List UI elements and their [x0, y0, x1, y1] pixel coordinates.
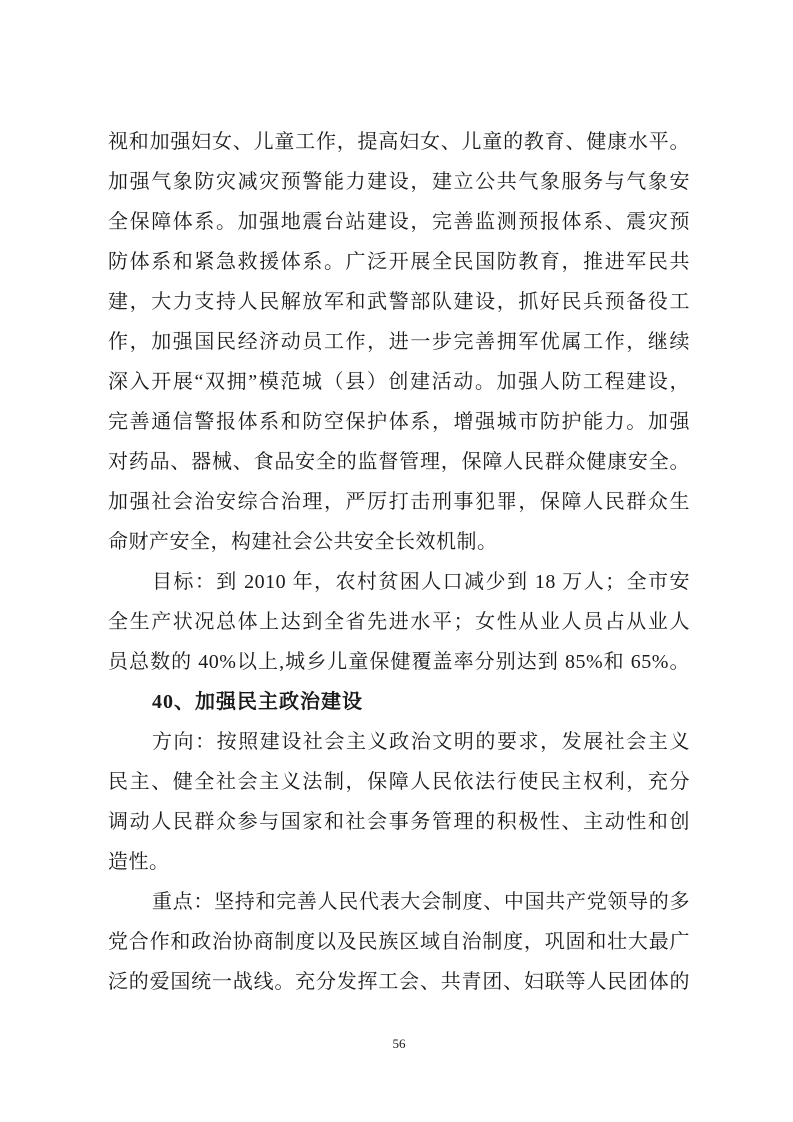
text-line: 方向：按照建设社会主义政治文明的要求，发展社会主义: [152, 731, 690, 753]
text-line: 视和加强妇女、儿童工作，提高妇女、儿童的教育、健康水平。: [108, 131, 690, 153]
text-line: 作，加强国民经济动员工作，进一步完善拥军优属工作，继续: [108, 331, 690, 353]
text-line: 目标：到 2010 年，农村贫困人口减少到 18 万人；全市安: [152, 571, 690, 593]
text-block: [108, 122, 690, 1002]
text-line: 深入开展“双拥”模范城（县）创建活动。加强人防工程建设，: [108, 371, 690, 393]
text-line: 加强社会治安综合治理，严厉打击刑事犯罪，保障人民群众生: [108, 491, 690, 513]
text-line: 全保障体系。加强地震台站建设，完善监测预报体系、震灾预: [108, 211, 690, 233]
text-line: 防体系和紧急救援体系。广泛开展全民国防教育，推进军民共: [108, 251, 690, 273]
text-line: 对药品、器械、食品安全的监督管理，保障人民群众健康安全。: [108, 451, 690, 473]
text-line: 造性。: [108, 851, 170, 873]
text-line: 党合作和政治协商制度以及民族区域自治制度，巩固和壮大最广: [108, 931, 690, 953]
text-line: 民主、健全社会主义法制，保障人民依法行使民主权利，充分: [108, 771, 690, 793]
text-line: 完善通信警报体系和防空保护体系，增强城市防护能力。加强: [108, 411, 690, 433]
text-line: 全生产状况总体上达到全省先进水平；女性从业人员占从业人: [108, 611, 690, 633]
text-line: 重点：坚持和完善人民代表大会制度、中国共产党领导的多: [152, 891, 690, 913]
page-number: 56: [392, 1036, 406, 1051]
text-line: 命财产安全，构建社会公共安全长效机制。: [108, 531, 498, 553]
text-line: 员总数的 40%以上,城乡儿童保健覆盖率分别达到 85%和 65%。: [108, 651, 690, 673]
text-line: 建，大力支持人民解放军和武警部队建设，抓好民兵预备役工: [108, 291, 690, 313]
section-heading: 40、加强民主政治建设: [152, 691, 363, 713]
text-line: 加强气象防灾减灾预警能力建设，建立公共气象服务与气象安: [108, 171, 690, 193]
text-line: 泛的爱国统一战线。充分发挥工会、共青团、妇联等人民团体的: [108, 971, 690, 993]
text-line: 调动人民群众参与国家和社会事务管理的积极性、主动性和创: [108, 811, 690, 833]
